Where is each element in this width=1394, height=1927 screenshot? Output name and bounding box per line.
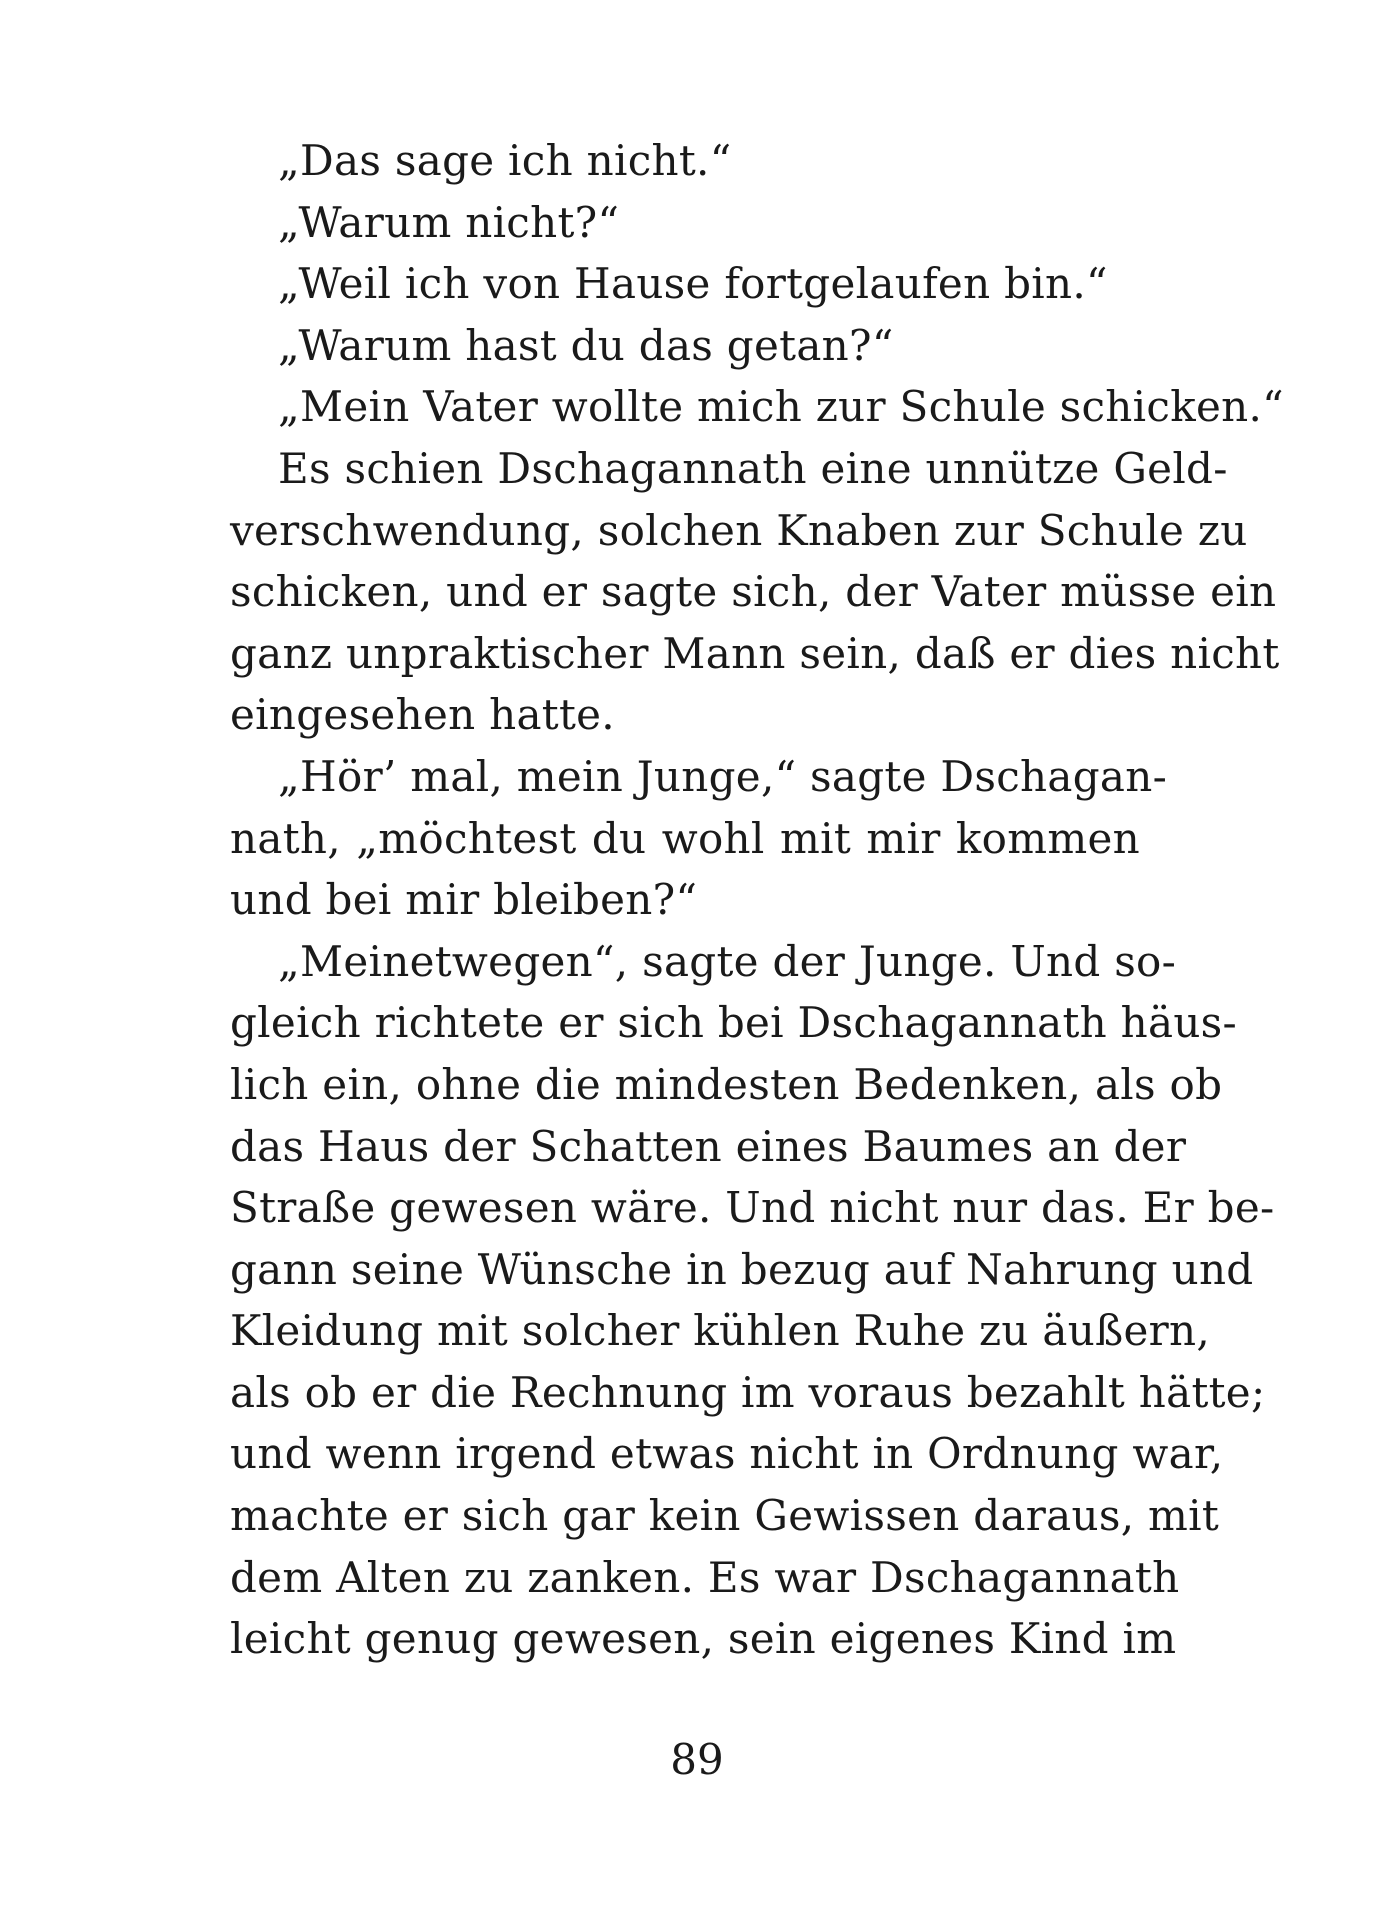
text-line: lich ein, ohne die mindesten Bedenken, als ob — [230, 1059, 1223, 1109]
text-line: „Meinetwegen“, sagte der Junge. Und so- — [278, 936, 1177, 986]
text-line: „Mein Vater wollte mich zur Schule schicken.“ — [278, 382, 1284, 432]
text-line: „Warum hast du das getan?“ — [278, 320, 894, 370]
text-line: leicht genug gewesen, sein eigenes Kind im — [230, 1614, 1177, 1664]
text-line: schicken, und er sagte sich, der Vater müsse ein — [230, 567, 1277, 617]
text-line: gleich richtete er sich bei Dschagannath häus- — [230, 998, 1238, 1048]
text-line: machte er sich gar kein Gewissen daraus, mit — [230, 1491, 1220, 1541]
text-line: „Weil ich von Hause fortgelaufen bin.“ — [278, 259, 1108, 309]
text-line: das Haus der Schatten eines Baumes an der — [230, 1121, 1187, 1171]
text-line: ganz unpraktischer Mann sein, daß er dies nicht — [230, 628, 1280, 678]
text-line: gann seine Wünsche in bezug auf Nahrung und — [230, 1244, 1254, 1294]
body-text — [230, 130, 1284, 1670]
text-line: verschwendung, solchen Knaben zur Schule zu — [230, 505, 1248, 555]
text-line: Kleidung mit solcher kühlen Ruhe zu äußern, — [230, 1306, 1211, 1356]
page-number: 89 — [670, 1735, 724, 1784]
text-line: Straße gewesen wäre. Und nicht nur das. Er be- — [230, 1183, 1275, 1233]
text-line: und bei mir bleiben?“ — [230, 875, 698, 925]
text-line: nath, „möchtest du wohl mit mir kommen — [230, 813, 1140, 863]
text-line: „Das sage ich nicht.“ — [278, 136, 732, 185]
text-line: „Warum nicht?“ — [278, 197, 620, 247]
text-line: und wenn irgend etwas nicht in Ordnung war, — [230, 1429, 1224, 1479]
text-line: „Hör’ mal, mein Junge,“ sagte Dschagan- — [278, 751, 1168, 801]
text-line: dem Alten zu zanken. Es war Dschagannath — [230, 1552, 1180, 1602]
text-line: eingesehen hatte. — [230, 690, 615, 740]
text-line: als ob er die Rechnung im voraus bezahlt hätte; — [230, 1367, 1266, 1417]
text-line: Es schien Dschagannath eine unnütze Geld- — [278, 443, 1228, 493]
